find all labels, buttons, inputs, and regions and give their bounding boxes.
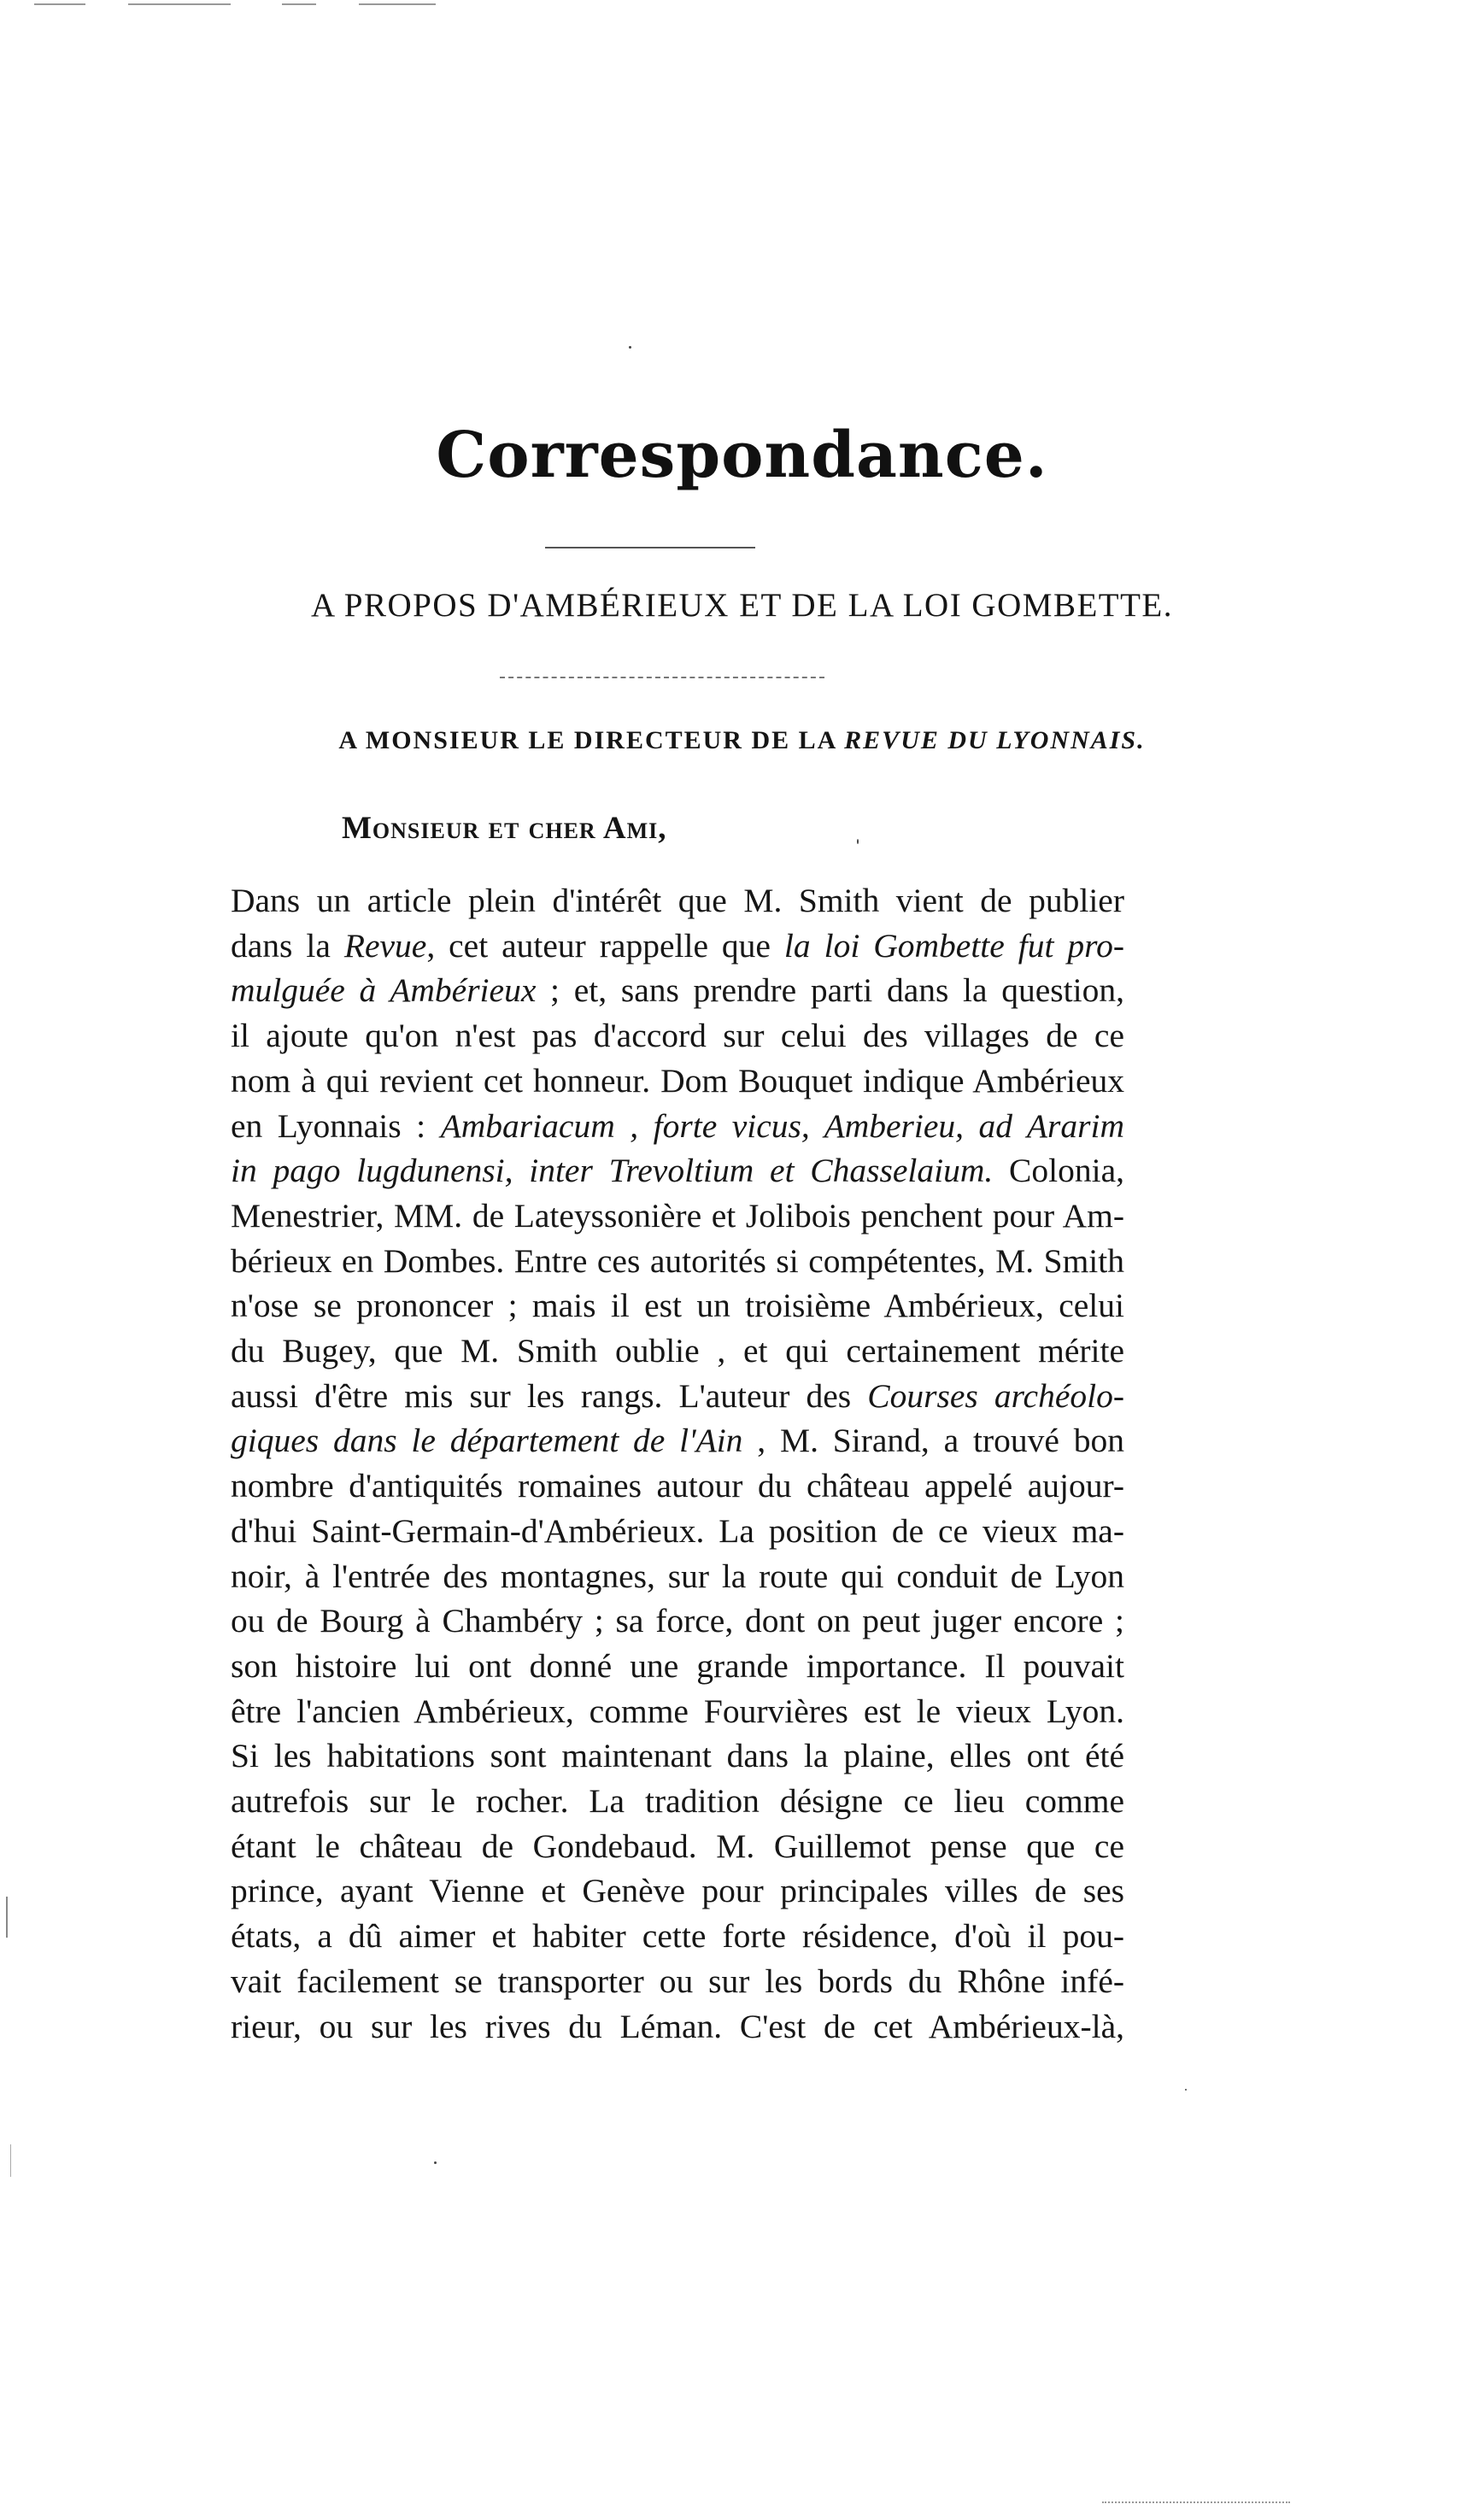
journal-name: REVUE DU LYONNAIS. (844, 726, 1146, 754)
text-line (231, 1509, 1124, 1554)
text-run: autrefois sur le rocher. La tradition désigne ce lieu comme (231, 1782, 1124, 1821)
letter-addressee (0, 726, 1484, 755)
ink-speck (434, 2161, 437, 2164)
text-line (231, 1283, 1124, 1328)
text-run: d'hui Saint-Germain-d'Ambérieux. La position de ce vieux ma- (231, 1511, 1124, 1550)
text-run: , cet auteur rappelle que (426, 926, 784, 965)
text-run: n'ose se prononcer ; mais il est un troisième Ambérieux, celui (231, 1287, 1124, 1325)
text-line (231, 1104, 1124, 1149)
section-masthead: Correspondance. (436, 419, 1048, 492)
text-line (231, 1148, 1124, 1193)
addressee-prefix: A MONSIEUR LE DIRECTEUR DE LA (338, 726, 845, 754)
letter-salutation (342, 810, 667, 847)
text-run: nom à qui revient cet honneur. Dom Bouquet indique Ambérieux (231, 1061, 1124, 1100)
text-line (231, 1013, 1124, 1059)
italic-run: Ambariacum , forte vicus, Amberieu, ad Ararim (440, 1106, 1124, 1145)
text-line (231, 2004, 1124, 2050)
text-run: étant le château de Gondebaud. M. Guillemot pense que ce (231, 1827, 1124, 1865)
text-run: Colonia, (993, 1152, 1124, 1190)
text-line (231, 1868, 1124, 1914)
margin-mark (10, 2144, 11, 2177)
text-run: , M. Sirand, a trouvé bon (742, 1422, 1124, 1460)
text-line (231, 1959, 1124, 2004)
text-run: bérieux en Dombes. Entre ces autorités si compétentes, M. Smith (231, 1241, 1124, 1280)
text-line (231, 1328, 1124, 1374)
text-line (231, 1374, 1124, 1419)
scan-edge-marks (1102, 2501, 1290, 2503)
text-line (231, 1554, 1124, 1599)
ink-speck (1185, 2089, 1187, 2091)
text-line (231, 1598, 1124, 1644)
italic-run: giques dans le département de l'Ain (231, 1422, 743, 1460)
text-run: être l'ancien Ambérieux, comme Fourvières est le vieux Lyon. (231, 1692, 1124, 1730)
text-run: nombre d'antiquités romaines autour du château appelé aujour- (231, 1467, 1124, 1505)
text-run: Dans un article plein d'intérêt que M. Smith vient de publier (231, 882, 1124, 919)
text-run: Menestrier, MM. de Lateyssonière et Jolibois penchent pour Am- (231, 1196, 1124, 1235)
ink-speck (629, 346, 631, 349)
text-line (231, 924, 1124, 969)
salutation-text: Monsieur et cher Ami, (342, 811, 667, 846)
text-line (231, 1463, 1124, 1509)
text-run: aussi d'être mis sur les rangs. L'auteur des (231, 1376, 868, 1415)
text-run: son histoire lui ont donné une grande importance. Il pouvait (231, 1646, 1124, 1685)
text-run: vait facilement se transporter ou sur les bords du Rhône infé- (231, 1962, 1124, 2000)
text-line (231, 1193, 1124, 1239)
text-run: rieur, ou sur les rives du Léman. C'est de cet Ambérieux-là, (231, 2007, 1124, 2045)
margin-mark (6, 1897, 8, 1938)
scan-edge-marks (0, 0, 1484, 12)
text-line (231, 968, 1124, 1013)
masthead-rule (545, 547, 755, 548)
text-run: du Bugey, que M. Smith oublie , et qui certainement mérite (231, 1332, 1124, 1370)
text-line (231, 1239, 1124, 1284)
text-run: en Lyonnais : (231, 1106, 441, 1145)
text-run: noir, à l'entrée des montagnes, sur la route qui conduit de Lyon (231, 1557, 1124, 1595)
text-line (231, 1914, 1124, 1959)
italic-run: la loi Gombette fut pro- (783, 926, 1124, 965)
italic-run: mulguée à Ambérieux (231, 971, 537, 1010)
text-run: prince, ayant Vienne et Genève pour principales villes de ses (231, 1872, 1124, 1910)
text-run: Si les habitations sont maintenant dans la plaine, elles ont été (231, 1737, 1124, 1775)
ink-speck (857, 839, 859, 844)
letter-body (231, 878, 1124, 2049)
text-line (231, 1779, 1124, 1824)
article-headline: A PROPOS D'AMBÉRIEUX ET DE LA LOI GOMBETTE. (311, 587, 1173, 624)
text-run: il ajoute qu'on n'est pas d'accord sur celui des villages de ce (231, 1017, 1124, 1055)
text-line (231, 1644, 1124, 1689)
text-line (231, 1418, 1124, 1463)
italic-run: in pago lugdunensi, inter Trevoltium et Chasselaium. (231, 1152, 994, 1190)
text-run: ; et, sans prendre parti dans la question, (536, 971, 1124, 1010)
italic-run: Courses archéolo- (867, 1376, 1124, 1415)
headline-rule (500, 677, 824, 678)
text-line (231, 1689, 1124, 1734)
text-line (231, 878, 1124, 924)
text-run: dans la (231, 926, 344, 965)
italic-run: Revue (343, 926, 427, 965)
text-run: états, a dû aimer et habiter cette forte résidence, d'où il pou- (231, 1917, 1124, 1956)
text-line (231, 1824, 1124, 1869)
text-line (231, 1059, 1124, 1104)
text-run: ou de Bourg à Chambéry ; sa force, dont on peut juger encore ; (231, 1602, 1124, 1640)
text-line (231, 1733, 1124, 1779)
